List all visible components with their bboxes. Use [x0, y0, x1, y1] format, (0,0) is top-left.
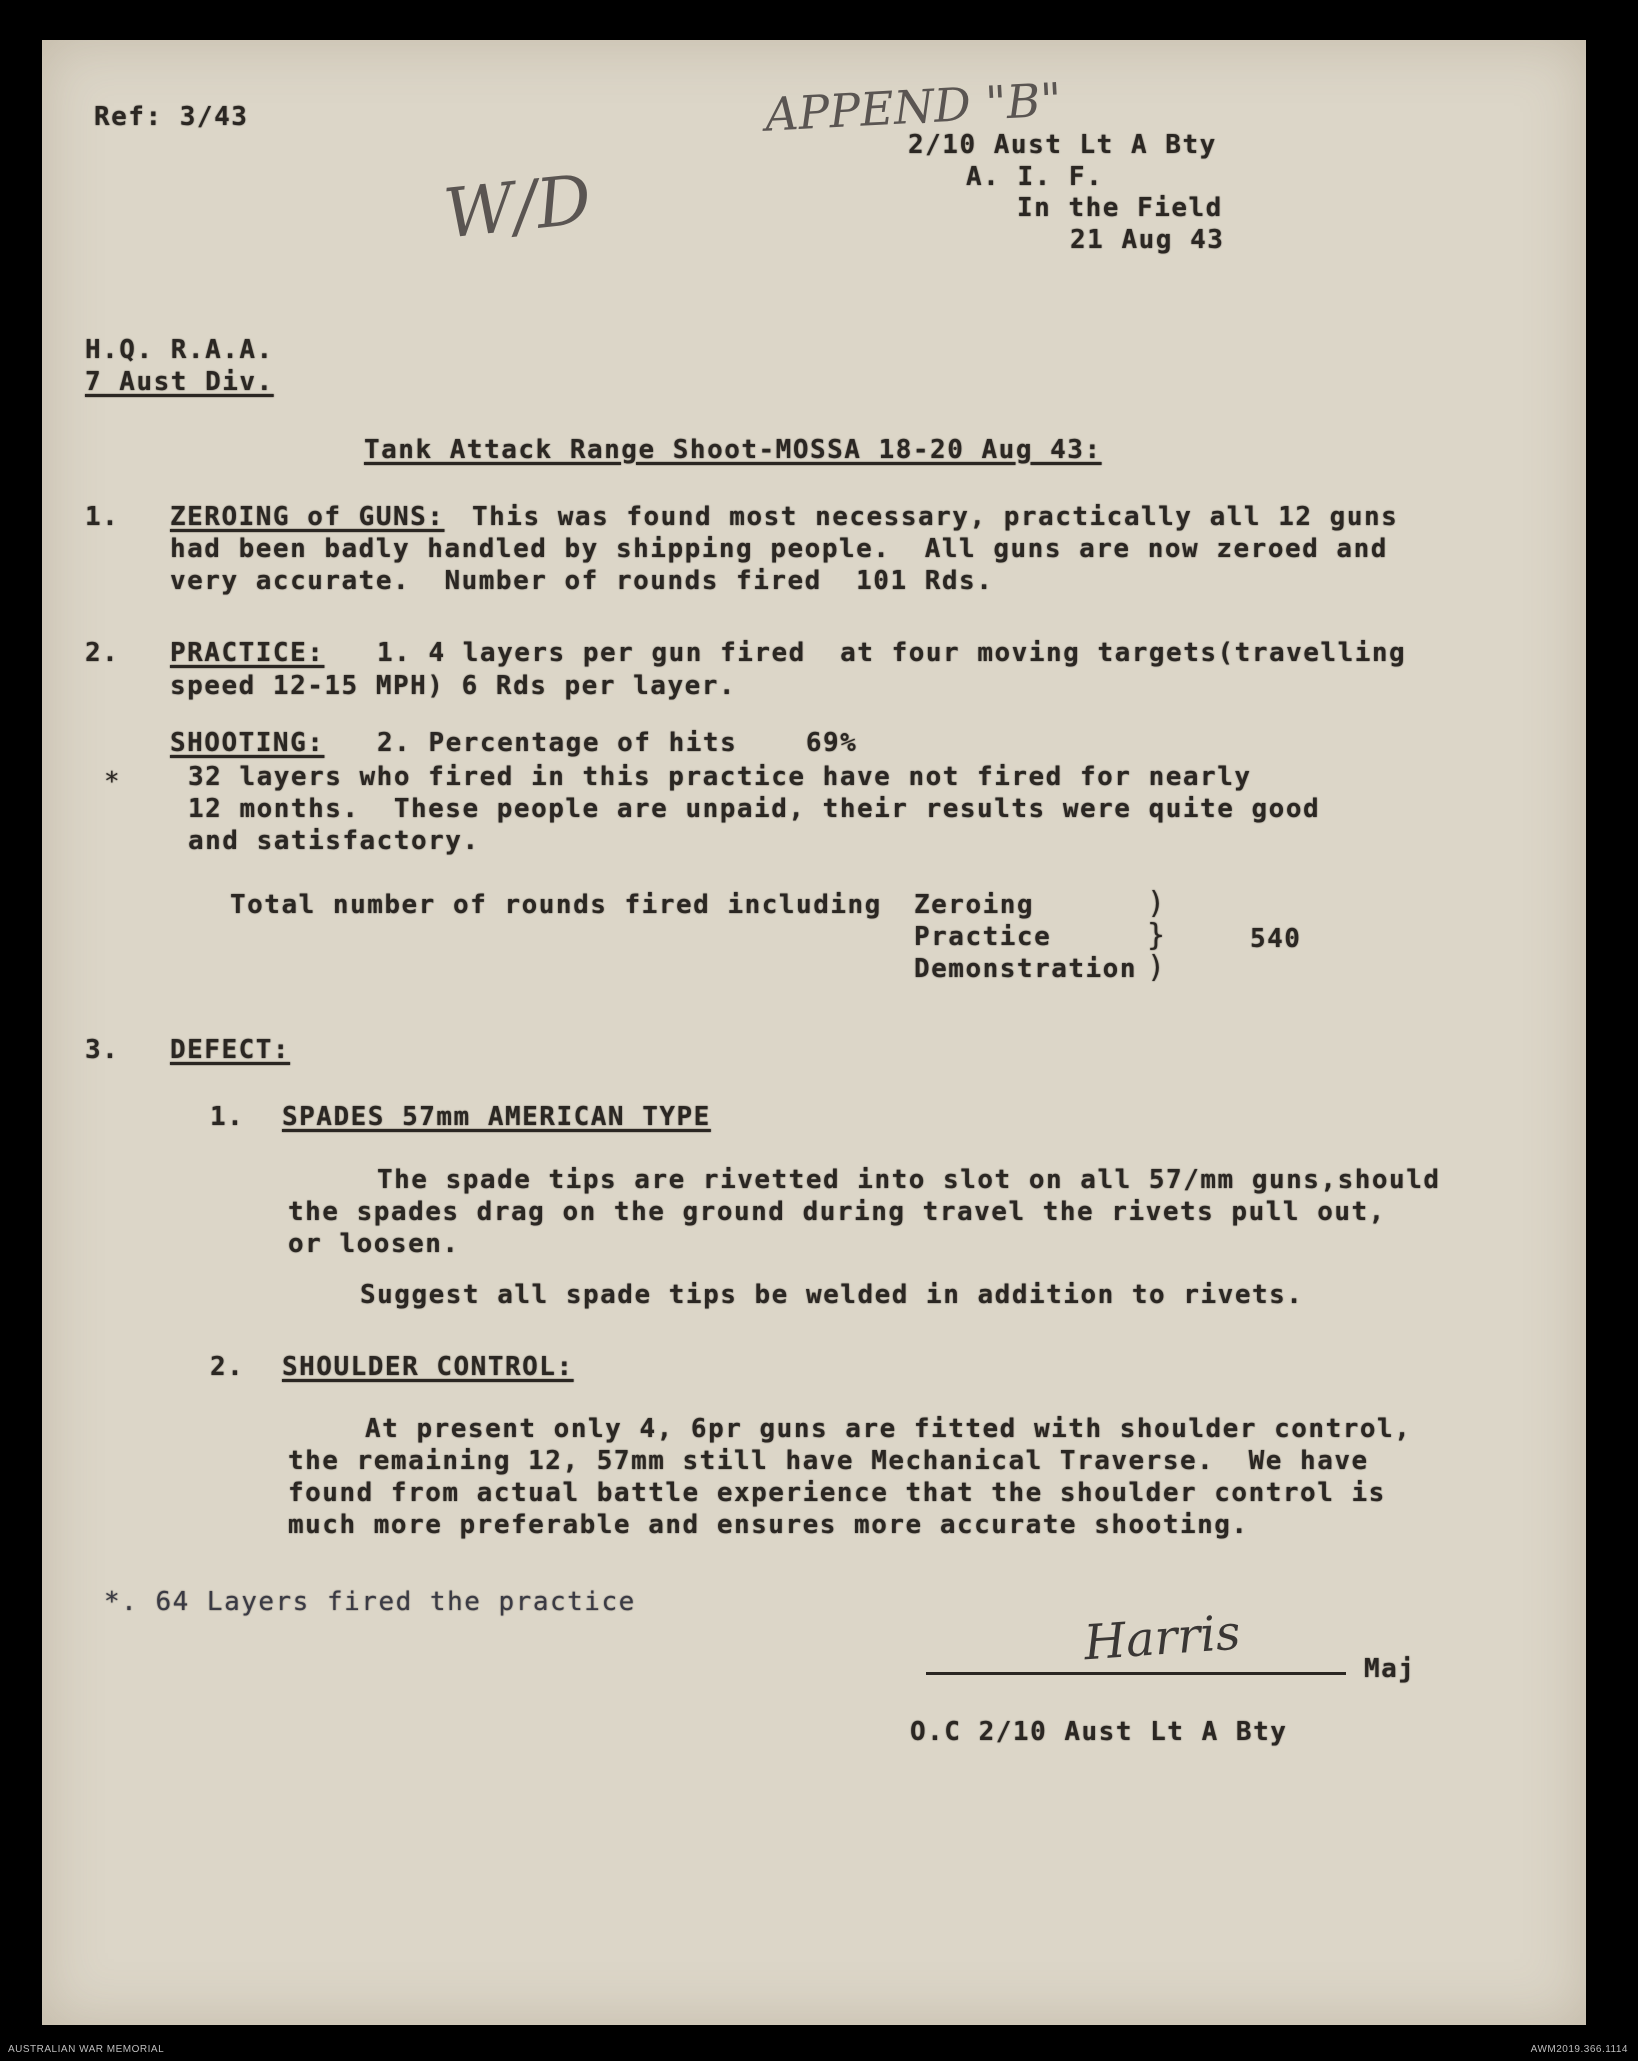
- section-3-heading: DEFECT:: [170, 1035, 291, 1065]
- defect-2-line-1: At present only 4, 6pr guns are fitted with shoulder control,: [365, 1414, 1412, 1444]
- wd-annotation: W/D: [440, 160, 596, 255]
- section-3-number: 3.: [85, 1035, 120, 1065]
- shooting-heading: SHOOTING:: [170, 728, 325, 758]
- defect-2-number: 2.: [210, 1352, 245, 1382]
- section-1-line-1: This was found most necessary, practically all 12 guns: [472, 502, 1399, 532]
- addressee-line-2: 7 Aust Div.: [85, 367, 274, 397]
- reference-number: Ref: 3/43: [94, 102, 249, 132]
- defect-2-line-4: much more preferable and ensures more accurate shooting.: [288, 1510, 1249, 1540]
- location-line: In the Field: [1017, 193, 1223, 223]
- defect-2-line-3: found from actual battle experience that the shoulder control is: [288, 1478, 1386, 1508]
- signature-rank: Maj: [1364, 1654, 1416, 1684]
- note-line-2: 12 months. These people are unpaid, their results were quite good: [188, 794, 1321, 824]
- archive-credit: AUSTRALIAN WAR MEMORIAL: [8, 2044, 165, 2055]
- document-page: [42, 40, 1586, 2025]
- signature: Harris: [1082, 1604, 1243, 1672]
- defect-2-line-2: the remaining 12, 57mm still have Mechanical Traverse. We have: [288, 1446, 1369, 1476]
- total-item-zeroing: Zeroing: [914, 890, 1035, 920]
- section-1-line-3: very accurate. Number of rounds fired 101 Rds.: [170, 566, 994, 596]
- total-rounds-value: 540: [1250, 924, 1302, 954]
- total-item-practice: Practice: [914, 922, 1052, 952]
- section-1-heading: ZEROING of GUNS:: [170, 502, 445, 532]
- asterisk-mark: *: [104, 767, 122, 797]
- defect-2-heading: SHOULDER CONTROL:: [282, 1352, 574, 1382]
- defect-1-line-1: The spade tips are rivetted into slot on all 57/mm guns,should: [377, 1165, 1441, 1195]
- append-annotation: APPEND "B": [763, 72, 1063, 142]
- aif-line: A. I. F.: [966, 162, 1104, 192]
- section-1-number: 1.: [85, 502, 120, 532]
- section-1-line-2: had been badly handled by shipping people. All guns are now zeroed and: [170, 534, 1388, 564]
- archive-reference: AWM2019.366.1114: [1530, 2044, 1628, 2055]
- defect-1-line-3: or loosen.: [288, 1229, 460, 1259]
- total-item-demonstration: Demonstration: [914, 954, 1137, 984]
- practice-heading: PRACTICE:: [170, 638, 325, 668]
- defect-1-line-2: the spades drag on the ground during travel the rivets pull out,: [288, 1197, 1386, 1227]
- document-date: 21 Aug 43: [1070, 225, 1225, 255]
- subject-heading: Tank Attack Range Shoot-MOSSA 18-20 Aug 43:: [364, 435, 1102, 465]
- defect-1-number: 1.: [210, 1102, 245, 1132]
- defect-1-suggestion: Suggest all spade tips be welded in addition to rivets.: [360, 1280, 1304, 1310]
- defect-1-heading: SPADES 57mm AMERICAN TYPE: [282, 1102, 711, 1132]
- unit-name: 2/10 Aust Lt A Bty: [908, 130, 1217, 160]
- signature-title: O.C 2/10 Aust Lt A Bty: [910, 1717, 1288, 1747]
- addressee-line-1: H.Q. R.A.A.: [85, 335, 274, 365]
- section-2-number: 2.: [85, 638, 120, 668]
- note-line-3: and satisfactory.: [188, 826, 480, 856]
- practice-line-2: speed 12-15 MPH) 6 Rds per layer.: [170, 671, 737, 701]
- note-line-1: 32 layers who fired in this practice have not fired for nearly: [188, 762, 1252, 792]
- shooting-line: 2. Percentage of hits 69%: [377, 728, 858, 758]
- footnote: *. 64 Layers fired the practice: [104, 1587, 636, 1617]
- signature-line: [926, 1672, 1346, 1675]
- practice-line-1: 1. 4 layers per gun fired at four moving targets(travelling: [377, 638, 1407, 668]
- total-rounds-label: Total number of rounds fired including: [230, 890, 882, 920]
- total-brace: ) } ): [1147, 886, 1167, 985]
